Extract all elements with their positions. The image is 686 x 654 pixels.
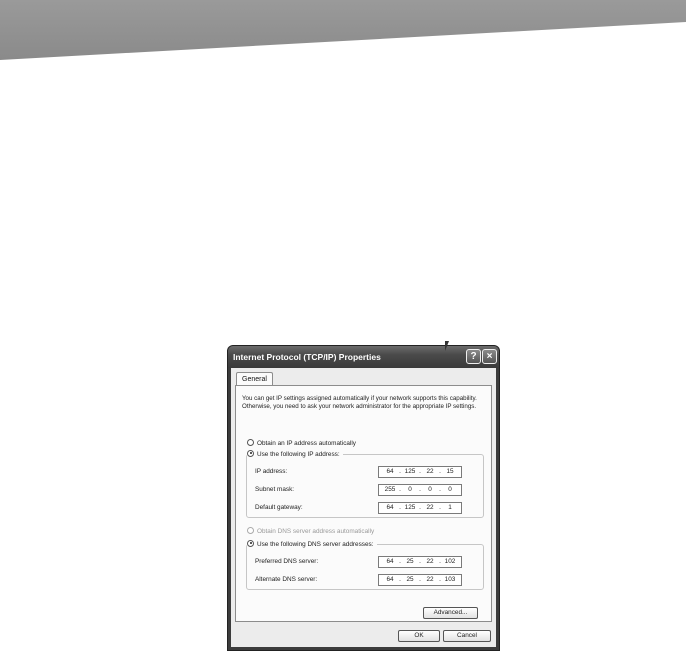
octet: 15	[446, 468, 454, 475]
alternate-dns-label: Alternate DNS server:	[255, 576, 318, 583]
octet: 25	[406, 576, 414, 583]
preferred-dns-field[interactable]	[378, 556, 462, 568]
radio-checked-icon	[247, 450, 254, 457]
page-header-banner	[0, 0, 686, 60]
octet: 64	[386, 576, 394, 583]
dialog-title: Internet Protocol (TCP/IP) Properties	[233, 352, 381, 362]
general-tab-panel	[235, 385, 492, 622]
dns-server-group	[246, 541, 484, 590]
octet: 0	[448, 486, 452, 493]
mouse-pointer-icon	[445, 341, 449, 351]
octet-separator: .	[399, 504, 401, 511]
octet: 64	[386, 468, 394, 475]
ip-address-group	[246, 451, 484, 518]
ok-button[interactable]: OK	[398, 630, 440, 642]
use-following-ip-label: Use the following IP address:	[257, 451, 340, 458]
octet-separator: .	[419, 576, 421, 583]
help-button[interactable]: ?	[466, 349, 481, 364]
octet-separator: .	[419, 468, 421, 475]
octet: 64	[386, 504, 394, 511]
octet-separator: .	[439, 468, 441, 475]
obtain-dns-auto-radio[interactable]	[247, 527, 374, 537]
ip-address-field[interactable]	[378, 466, 462, 478]
octet: 125	[404, 468, 416, 475]
octet: 0	[408, 486, 412, 493]
radio-checked-icon	[247, 540, 254, 547]
octet: 255	[384, 486, 396, 493]
octet-separator: .	[439, 486, 441, 493]
octet-separator: .	[399, 486, 401, 493]
obtain-ip-auto-radio[interactable]	[247, 439, 356, 449]
octet: 125	[404, 504, 416, 511]
subnet-mask-field[interactable]	[378, 484, 462, 496]
cancel-button[interactable]: Cancel	[443, 630, 491, 642]
tcpip-properties-dialog	[228, 346, 499, 650]
default-gateway-field[interactable]	[378, 502, 462, 514]
dialog-client-area	[231, 368, 496, 647]
octet-separator: .	[439, 504, 441, 511]
octet-separator: .	[439, 558, 441, 565]
obtain-ip-auto-label: Obtain an IP address automatically	[257, 440, 356, 447]
octet-separator: .	[399, 576, 401, 583]
octet-separator: .	[439, 576, 441, 583]
octet: 22	[426, 576, 434, 583]
octet: 0	[428, 486, 432, 493]
octet: 25	[406, 558, 414, 565]
octet: 22	[426, 468, 434, 475]
octet-separator: .	[399, 468, 401, 475]
octet-separator: .	[419, 558, 421, 565]
default-gateway-label: Default gateway:	[255, 504, 303, 511]
preferred-dns-label: Preferred DNS server:	[255, 558, 319, 565]
obtain-dns-auto-label: Obtain DNS server address automatically	[257, 528, 375, 535]
octet-separator: .	[419, 504, 421, 511]
ip-address-label: IP address:	[255, 468, 288, 475]
tab-general[interactable]: General	[236, 372, 273, 386]
alternate-dns-field[interactable]	[378, 574, 462, 586]
octet: 1	[448, 504, 452, 511]
octet: 103	[444, 576, 456, 583]
radio-disabled-icon	[247, 527, 254, 534]
advanced-button[interactable]: Advanced...	[423, 607, 478, 619]
use-following-ip-radio[interactable]	[247, 450, 343, 460]
dialog-titlebar[interactable]	[228, 346, 499, 368]
radio-icon	[247, 439, 254, 446]
intro-text: You can get IP settings assigned automatically if your network supports this capability. Otherwise, you need to ask your network administrator for the appropriate IP settings.	[242, 395, 477, 410]
use-following-dns-label: Use the following DNS server addresses:	[257, 541, 374, 548]
octet-separator: .	[399, 558, 401, 565]
octet: 64	[386, 558, 394, 565]
subnet-mask-label: Subnet mask:	[255, 486, 295, 493]
octet: 102	[444, 558, 456, 565]
octet: 22	[426, 504, 434, 511]
octet: 22	[426, 558, 434, 565]
octet-separator: .	[419, 486, 421, 493]
use-following-dns-radio[interactable]	[247, 540, 377, 550]
close-button[interactable]: ×	[482, 349, 497, 364]
